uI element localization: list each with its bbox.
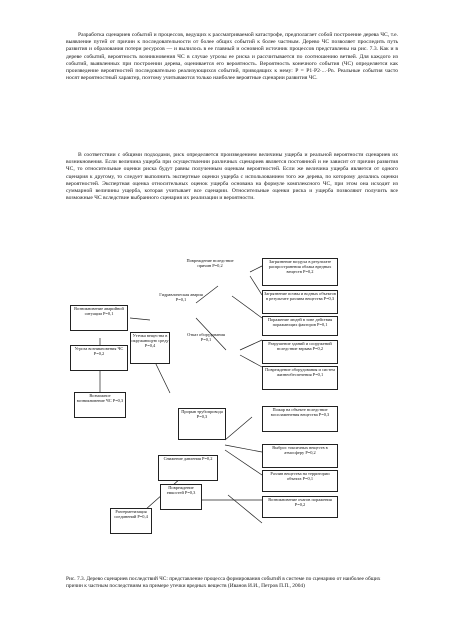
body-paragraph-1: Разработка сценариев событий и процессов, ведущих к рассматриваемой катастрофе, предполагает собой построение дерева ЧС, т.е. выявление путей от причин к последовательности от более общих событий к более частным. Дерево ЧС позволяет проследить путь развития и образования потери ресурсов — и вылилось в ее главный и основной источник процессов представлены на рис. 7.3. Как и в дереве событий, вероятность возникновения ЧС в случае угрозы ее риска и рассчитывается по соотношению ветвей. Для каждого из событий, выявленных при построении дерева, оценивается его вероятность. Вероятность конечного события (ЧС) определяется как произведение вероятностей последовательно реализующихся событий, приводящих к нему: P = P1·P2·...·Pn. Реальные события часто носят вероятностный характер, поэтому учитываются только наиболее вероятные сценарии развития ЧС. — [66, 32, 398, 82]
tree-node-level2c: Снижение давления P=0,2 — [158, 455, 218, 481]
tree-node-root: Гидравлическая авария P=0,1 — [159, 292, 203, 303]
tree-outcome-1: Загрязнение воздуха в результате распространения облака вредных веществ P=0,2 — [262, 258, 338, 286]
tree-node-level2b: Прорыв трубопровода P=0,3 — [178, 408, 226, 440]
tree-node-level2a: Утечка вещества в окружающую среду P=0,4 — [130, 332, 170, 364]
tree-node-level1b: Отказ оборудования P=0,1 — [187, 332, 225, 343]
tree-node-level2e: Разгерметизация соединений P=0,4 — [110, 508, 152, 534]
tree-outcome-7: Выброс токсичных веществ в атмосферу P=0,2 — [262, 444, 338, 468]
tree-outcome-8: Разлив вещества на территории объекта P=0,1 — [262, 470, 338, 492]
body-paragraph-2: В соответствии с общими подходами, риск определяется произведением величины ущерба и реальной вероятности сценариев их возникновения. Если величина ущерба при осуществлении различных сценариев является постоянной и не зависит от причин развития ЧС, то относительные оценки риска будут равны полученным оценкам вероятностей. Если же величина ущерба является от одного сценария к другому, то следует выполнить экспертные оценки ущерба с использованием того же дерева, по которому делались оценки вероятностей. Экспертная оценка относительных оценок ущерба основана на формуле комплексного ЧС, при этом она исходит из суммарной величины ущерба, которая учитывает все сценарии. Относительные оценки риска и ущерба позволяют получить все возможные ЧС вследствие выбранного сценария их реализации и вероятности. — [66, 152, 398, 202]
tree-left-node-1: Возникновение аварийной ситуации P=0,1 — [70, 305, 128, 331]
tree-outcome-3: Поражение людей в зоне действия поражающих факторов P=0,1 — [262, 316, 338, 336]
tree-left-node-2: Угроза возникновения ЧС P=0,2 — [70, 345, 128, 371]
tree-node-level1a: Повреждение вследствие причин P=0,2 — [186, 258, 234, 269]
tree-outcome-9: Возникновение очагов поражения P=0,2 — [262, 496, 338, 518]
tree-outcome-6: Пожар на объекте вследствие воспламенения вещества P=0,3 — [262, 406, 338, 432]
tree-outcome-4: Разрушение зданий и сооружений вследствие взрыва P=0,2 — [262, 340, 338, 364]
tree-node-level2d: Повреждение емкостей P=0,3 — [160, 484, 202, 510]
tree-outcome-5: Повреждение оборудования и систем жизнеобеспечения P=0,1 — [262, 366, 338, 390]
tree-left-node-3: Возможное возникновение ЧС P=0,3 — [74, 392, 126, 418]
tree-outcome-2: Загрязнение почвы и водных объектов в результате разлива вещества P=0,3 — [262, 290, 338, 314]
figure-caption: Рис. 7.3. Дерево сценариев последствий ЧС: представление процесса формирования событий в системе по сценарию от наиболее общих причин к частным последствиям на примере утечки вредных веществ (Иванов И.И., Петров П.П., 2004) — [66, 576, 381, 589]
